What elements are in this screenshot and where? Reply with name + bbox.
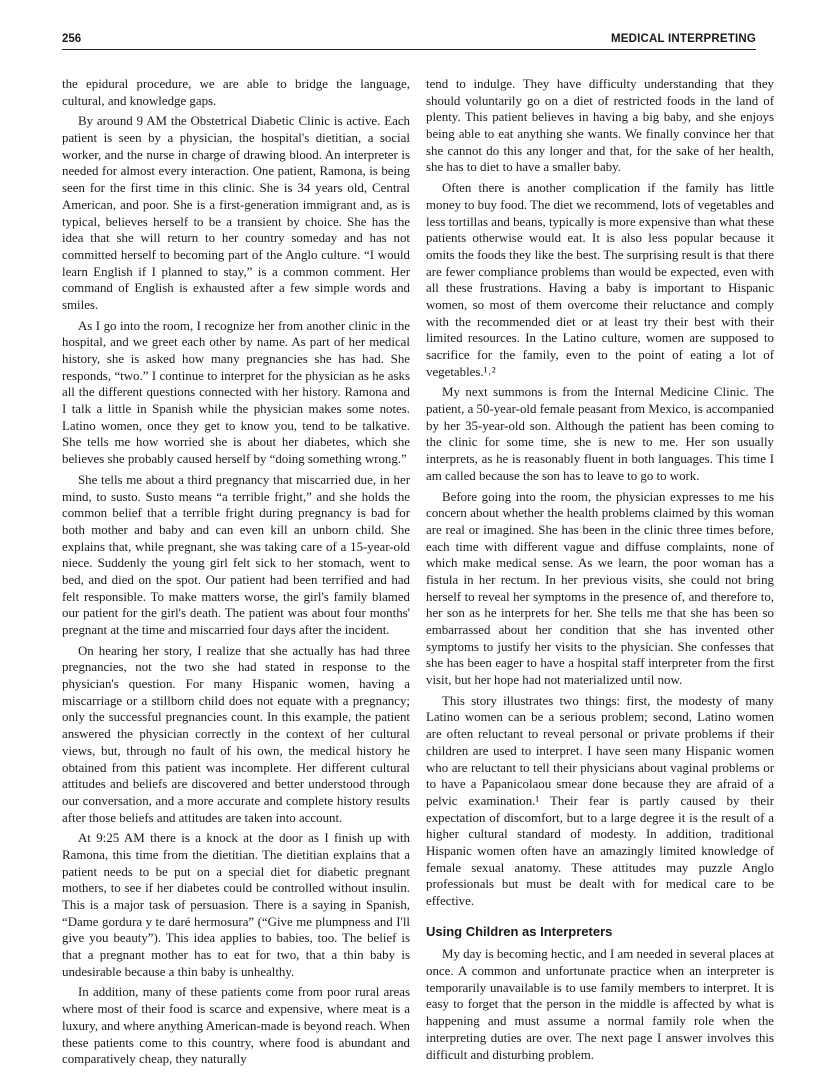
paragraph: She tells me about a third pregnancy that miscarried due, in her mind, to susto. Susto means “a terrible fright,” and she holds the common belief that a terrible fright during pregnancy is bad for both mother and baby and can even kill an unborn child. She explains that, while pregnant, she was taking care of a 15-year-old niece. Suddenly the young girl felt sick to her stomach, went to bed, and died on the spot. Our patient had been terrified and had felt responsible. To make matters worse, the girl's family blamed our patient for the girl's death. The patient was about four months' pregnant at the time and miscarried four days after the incident. — [62, 472, 410, 637]
paragraph: This story illustrates two things: first, the modesty of many Latino women can be a serious problem; second, Latino women are often reluctant to reveal personal or private problems if their children are used to interpret. I have seen many Hispanic women who are reluctant to tell their physicians about vaginal problems or to have a Papanicolaou smear done because they are afraid of a pelvic examination.¹ Their fear is partly caused by their expectation of discomfort, but to a large degree it is the result of a higher cultural standard of modesty. In addition, traditional Hispanic women often have an amazingly limited knowledge of female sexual anatomy. These attitudes may puzzle Anglo professionals but must be dealt with for medical care to be effective. — [426, 693, 774, 908]
paragraph: My day is becoming hectic, and I am needed in several places at once. A common and unfortunate practice when an interpreter is temporarily unavailable is to use family members to interpret. It is easy to forget that the person in the middle is affected by what is happening and must assume a normal family role when the interpreting duties are over. The next page I answer involves this difficult and disturbing problem. — [426, 947, 774, 1062]
left-column — [62, 76, 410, 1068]
paragraph: My next summons is from the Internal Medicine Clinic. The patient, a 50-year-old female peasant from Mexico, is accompanied by her 35-year-old son. Although the patient has been coming to the clinic for some time, she is new to me. Her son usually interprets, as he is reasonably fluent in both languages. This time I am called because the son has to leave to go to work. — [426, 385, 774, 483]
paragraph: the epidural procedure, we are able to bridge the language, cultural, and knowledge gaps. — [62, 77, 410, 108]
section-heading: Using Children as Interpreters — [426, 923, 613, 939]
page-header — [62, 29, 756, 50]
running-title: MEDICAL INTERPRETING — [611, 33, 756, 45]
page-number: 256 — [62, 33, 82, 45]
paragraph: On hearing her story, I realize that she actually has had three pregnancies, not the two she had stated in response to the physician's question. For many Hispanic women, having a miscarriage or a stillborn child does not equate with a pregnancy; only the successful pregnancies count. In this example, the patient answered the physician correctly in the context of her cultural views, but, through no fault of his own, the medical history he obtained from this patient was incomplete. Her different cultural attitudes and beliefs are discovered and better understood through our conversation, and a more accurate and complete history results after those beliefs and attitudes are taken into account. — [62, 643, 410, 825]
paragraph: Often there is another complication if the family has little money to buy food. The diet we recommend, lots of vegetables and less tortillas and beans, typically is more expensive than what these patients otherwise would eat. It is also less popular because it omits the foods they like the best. The surprising result is that there are fewer compliance problems than would be expected, even with all these frustrations. Having a baby is important to Hispanic women, so most of them overcome their reluctance and comply with the recommended diet or at least try their best with their limited resources. In the Latino culture, women are supposed to sacrifice for the family, even to the point of eating a lot of vegetables.¹˒² — [426, 181, 774, 379]
paragraph: Before going into the room, the physician expresses to me his concern about whether the health problems claimed by this woman are real or imagined. She has been in the clinic three times before, each time with different vague and diffuse complaints, none of which make medical sense. As we learn, the poor woman has a fistula in her rectum. In her previous visits, she could not bring herself to reveal her symptoms in the presence of, and therefore to, her son as he interprets for her. She tells me that she has been so embarrassed about her condition that she has invented other symptoms to justify her visits to the physician. She confesses that she has been eager to have a hospital staff interpreter from the first visit, but her hope had not materialized until now. — [426, 489, 774, 688]
right-column — [426, 76, 774, 1063]
paragraph: As I go into the room, I recognize her from another clinic in the hospital, and we greet each other by name. As part of her medical history, she is asked how many pregnancies she has had. She responds, “two.” I continue to interpret for the physician as he asks all the different questions connected with her history. Ramona and I talk a little in Spanish while the physician makes some notes. Latino women, once they get to know you, tend to be talkative. She tells me how worried she is about her diabetes, which she believes she probably caused herself by “doing something wrong.” — [62, 318, 410, 467]
paragraph: At 9:25 AM there is a knock at the door as I finish up with Ramona, this time from the dietitian. The dietitian explains that a patient needs to be put on a special diet for diabetic pregnant mothers, to see if her diabetes could be controlled without insulin. This is a major task of persuasion. There is a saying in Spanish, “Dame gordura y te daré hermosura” (“Give me plumpness and I'll give you beauty”). This idea applies to babies, too. The belief is that a pregnant mother has to eat for two, that a thin baby is undesirable because a thin baby is unhealthy. — [62, 831, 410, 979]
paragraph: By around 9 AM the Obstetrical Diabetic Clinic is active. Each patient is seen by a physician, the hospital's dietitian, a social worker, and the nurse in charge of drawing blood. An interpreter is needed for almost every interaction. One patient, Ramona, is being seen for the first time in this clinic. She is 34 years old, Central American, and poor. She is a first-generation immigrant and, as is typical, believes herself to be a transient by choice. She has the idea that she will return to her country someday and has not committed herself to becoming part of the Anglo culture. “I would learn English if I planned to stay,” is a common comment. Her command of English is exhausted after a few simple words and smiles. — [62, 114, 410, 312]
paragraph: tend to indulge. They have difficulty understanding that they should voluntarily go on a diet of restricted foods in the land of plenty. This patient believes in having a big baby, and she enjoys being able to eat anything she wants. We finally convince her that she cannot do this any longer and that, for the sake of her health, she has to diet to have a smaller baby. — [426, 77, 774, 175]
paragraph: In addition, many of these patients come from poor rural areas where most of their food is scarce and expensive, where meat is a luxury, and where anything American-made is beyond reach. When these patients come to this country, where food is abundant and comparatively cheap, they naturally — [62, 985, 410, 1067]
